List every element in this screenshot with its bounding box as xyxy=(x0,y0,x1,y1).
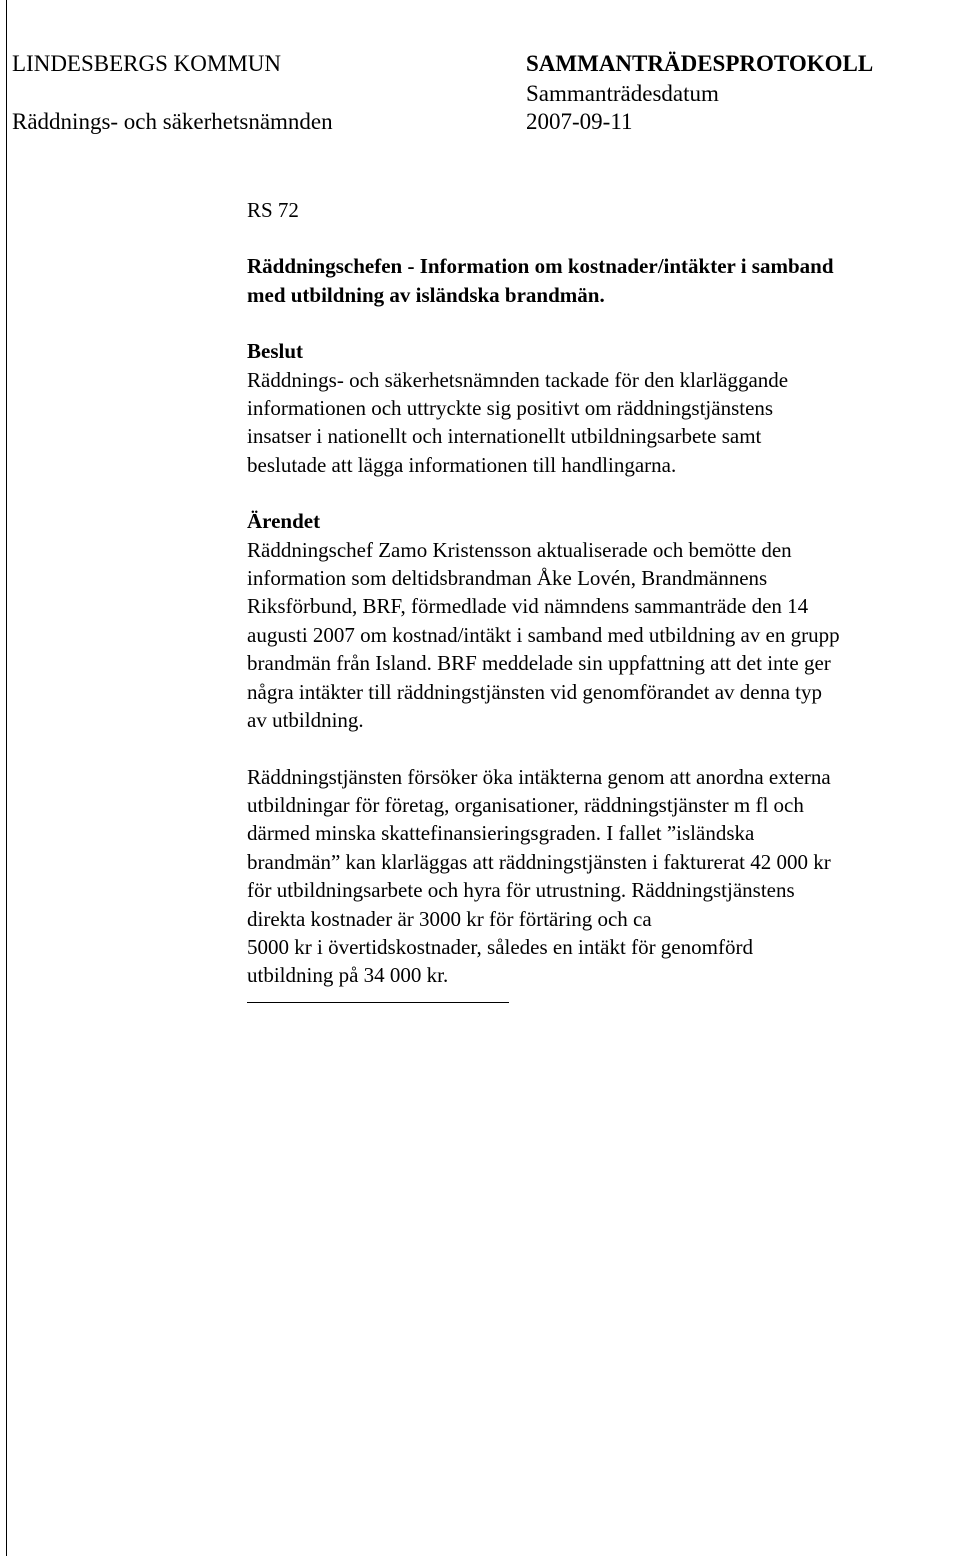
revenue-line: för utbildningsarbete och hyra för utrustning. Räddningstjänstens xyxy=(247,878,795,903)
decision-line: insatser i nationellt och internationellt utbildningsarbete samt xyxy=(247,424,762,449)
organization-name: LINDESBERGS KOMMUN xyxy=(12,51,281,76)
protocol-content xyxy=(247,196,959,1003)
matter-line: information som deltidsbrandman Åke Lovén, Brandmännens xyxy=(247,566,768,591)
matter-line: av utbildning. xyxy=(247,708,364,733)
revenue-text xyxy=(247,763,959,990)
revenue-line: 5000 kr i övertidskostnader, således en intäkt för genomförd xyxy=(247,934,753,959)
revenue-line: Räddningstjänsten försöker öka intäkterna genom att anordna externa xyxy=(247,764,831,789)
matter-line: augusti 2007 om kostnad/intäkt i samband med utbildning av en grupp xyxy=(247,622,840,647)
meeting-date: 2007-09-11 xyxy=(526,109,633,134)
section-end-rule xyxy=(247,1002,509,1003)
matter-line: brandmän från Island. BRF meddelade sin uppfattning att det inte ger xyxy=(247,651,831,676)
decision-line: Räddnings- och säkerhetsnämnden tackade för den klarläggande xyxy=(247,367,789,392)
decision-heading: Beslut xyxy=(247,339,304,364)
case-number: RS 72 xyxy=(247,198,299,222)
page-left-border xyxy=(6,0,7,1556)
matter-line: Räddningschef Zamo Kristensson aktualiserade och bemötte den xyxy=(247,537,792,562)
revenue-line: utbildning på 34 000 kr. xyxy=(247,963,449,988)
revenue-line: direkta kostnader är 3000 kr för förtäring och ca xyxy=(247,906,652,931)
decision-text xyxy=(247,366,959,480)
decision-line: beslutade att lägga informationen till handlingarna. xyxy=(247,452,677,477)
matter-line: Riksförbund, BRF, förmedlade vid nämndens sammanträde den 14 xyxy=(247,594,809,619)
matter-line: några intäkter till räddningstjänsten vid genomförandet av denna typ xyxy=(247,679,822,704)
matter-text xyxy=(247,536,959,735)
case-title-line: Räddningschefen - Information om kostnader/intäkter i samband xyxy=(247,254,834,279)
revenue-line: brandmän” kan klarläggas att räddningstjänsten i fakturerat 42 000 kr xyxy=(247,849,831,874)
department-name: Räddnings- och säkerhetsnämnden xyxy=(12,109,333,134)
case-title xyxy=(247,252,959,309)
decision-line: informationen och uttryckte sig positivt om räddningstjänstens xyxy=(247,396,774,421)
case-title-line: med utbildning av isländska brandmän. xyxy=(247,282,605,307)
matter-heading: Ärendet xyxy=(247,509,321,534)
meeting-date-label: Sammanträdesdatum xyxy=(526,81,719,106)
revenue-line: därmed minska skattefinansieringsgraden. I fallet ”isländska xyxy=(247,821,755,846)
document-type: SAMMANTRÄDESPROTOKOLL xyxy=(526,51,874,76)
revenue-line: utbildningar för företag, organisationer, räddningstjänster m fl och xyxy=(247,792,804,817)
